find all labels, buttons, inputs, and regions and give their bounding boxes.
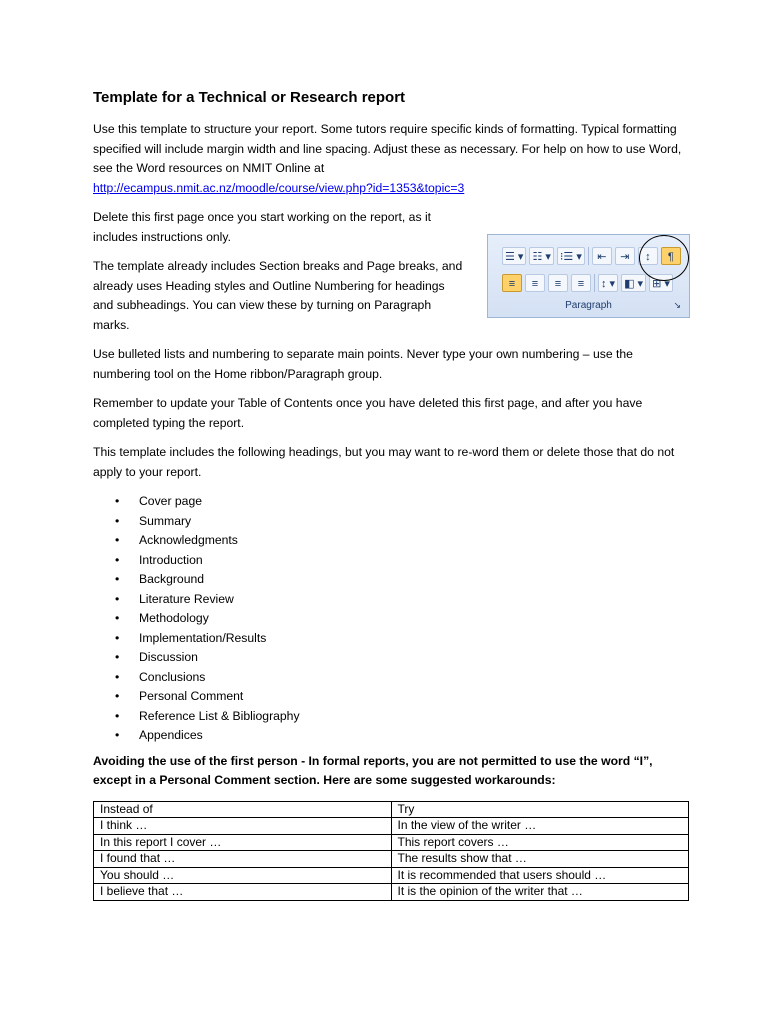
numbering-icon[interactable]: ☷ ▾ [529, 247, 553, 265]
table-row [94, 867, 689, 884]
divider [594, 274, 595, 292]
toc-note: Remember to update your Table of Contents once you have deleted this first page, and after you have completed typing the report. [93, 396, 643, 430]
list-item: • Literature Review [115, 590, 683, 610]
ribbon-group-label: Paragraph [565, 300, 612, 311]
list-item: • Conclusions [115, 668, 683, 688]
divider [588, 247, 589, 265]
table-cell: This report covers … [391, 834, 689, 851]
highlight-circle [639, 235, 689, 281]
borders-icon[interactable]: ⊞ ▾ [649, 274, 673, 292]
document-page [93, 88, 683, 901]
headings-note: This template includes the following headings, but you may want to re-word them or delete those that do not apply to your report. [93, 445, 675, 479]
bullets-icon[interactable]: ☰ ▾ [502, 247, 526, 265]
table-row [94, 834, 689, 851]
delete-note: Delete this first page once you start working on the report, as it includes instructions only. [93, 210, 432, 244]
breaks-note: The template already includes Section breaks and Page breaks, and already uses Heading styles and Outline Numbering for headings and subheadings. You can view these by turning on Paragraph marks. [93, 259, 463, 332]
intro-text: Use this template to structure your report. Some tutors require specific kinds of formatting. Typical formatting specified will include margin width and line spacing. Adjust these as necessary. For help on how to use Word, see the Word resources on NMIT Online at [93, 122, 682, 175]
list-item: • Implementation/Results [115, 629, 683, 649]
multilevel-list-icon[interactable]: ⁝☰ ▾ [557, 247, 585, 265]
table-cell: I believe that … [94, 884, 392, 901]
table-cell: I think … [94, 818, 392, 835]
header-cell: Try [391, 801, 689, 818]
list-item: • Summary [115, 512, 683, 532]
line-spacing-icon[interactable]: ↕ ▾ [598, 274, 618, 292]
table-row [94, 851, 689, 868]
dialog-launcher-icon[interactable]: ↘ [673, 300, 681, 310]
justify-icon[interactable]: ≡ [571, 274, 591, 292]
list-item: • Appendices [115, 726, 683, 746]
table-cell: In the view of the writer … [391, 818, 689, 835]
list-item: • Personal Comment [115, 687, 683, 707]
table-row [94, 884, 689, 901]
list-item: • Background [115, 570, 683, 590]
help-link[interactable]: http://ecampus.nmit.ac.nz/moodle/course/view.php?id=1353&topic=3 [93, 180, 465, 195]
table-cell: It is the opinion of the writer that … [391, 884, 689, 901]
page-title: Template for a Technical or Research report [93, 89, 406, 106]
list-item: • Acknowledgments [115, 531, 683, 551]
first-person-note: Avoiding the use of the first person - In formal reports, you are not permitted to use the word “I”, except in a Personal Comment section. Here are some suggested workarounds: [93, 753, 653, 787]
headings-list [93, 492, 683, 746]
align-center-icon[interactable]: ≡ [525, 274, 545, 292]
lists-note: Use bulleted lists and numbering to separate main points. Never type your own numbering – use the numbering tool on the Home ribbon/Paragraph group. [93, 347, 633, 381]
table-cell: It is recommended that users should … [391, 867, 689, 884]
align-right-icon[interactable]: ≡ [548, 274, 568, 292]
intro-paragraph [93, 120, 683, 198]
list-item: • Methodology [115, 609, 683, 629]
table-cell: I found that … [94, 851, 392, 868]
table-cell: You should … [94, 867, 392, 884]
list-item: • Discussion [115, 648, 683, 668]
table-cell: In this report I cover … [94, 834, 392, 851]
workarounds-table [93, 801, 689, 901]
table-cell: The results show that … [391, 851, 689, 868]
list-item: • Introduction [115, 551, 683, 571]
increase-indent-icon[interactable]: ⇥ [615, 247, 635, 265]
shading-icon[interactable]: ◧ ▾ [621, 274, 646, 292]
align-left-icon[interactable]: ≡ [502, 274, 522, 292]
table-header-row [94, 801, 689, 818]
list-item: • Cover page [115, 492, 683, 512]
paragraph-marks-icon[interactable]: ¶ [661, 247, 681, 265]
table-row [94, 818, 689, 835]
header-cell: Instead of [94, 801, 392, 818]
list-item: • Reference List & Bibliography [115, 707, 683, 727]
decrease-indent-icon[interactable]: ⇤ [592, 247, 612, 265]
sort-icon[interactable]: ↕ [638, 247, 658, 265]
